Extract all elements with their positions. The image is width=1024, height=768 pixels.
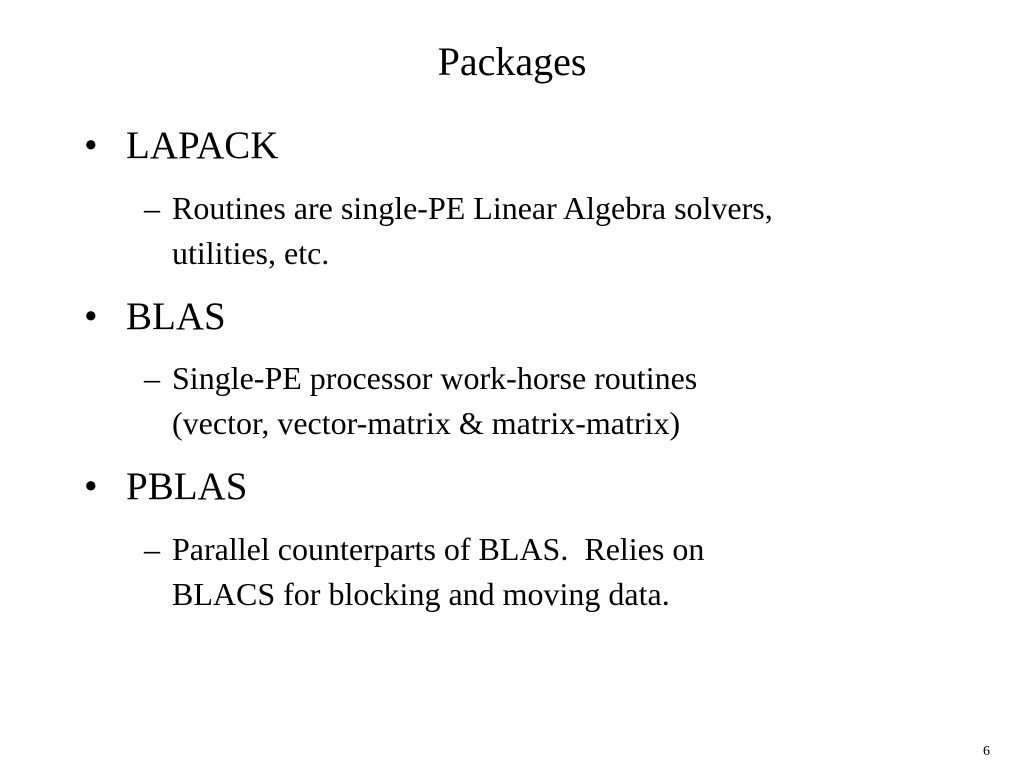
sub-item-line: (vector, vector-matrix & matrix-matrix) <box>172 405 681 441</box>
sub-item-blas <box>144 356 952 446</box>
bullet-icon: • <box>84 124 98 167</box>
dash-icon: – <box>144 531 160 567</box>
bullet-heading: PBLAS <box>126 465 248 508</box>
sub-item-line: BLACS for blocking and moving data. <box>172 576 670 612</box>
bullet-item-blas <box>84 295 226 339</box>
bullet-heading: BLAS <box>126 295 226 338</box>
page-number: 6 <box>983 744 990 759</box>
sub-item-lapack <box>144 186 952 276</box>
sub-item-line: Parallel counterparts of BLAS. Relies on <box>172 531 705 567</box>
slide-title: Packages <box>437 39 587 84</box>
sub-item-line: Single-PE processor work-horse routines <box>172 360 698 396</box>
dash-icon: – <box>144 360 160 396</box>
bullet-item-lapack <box>84 124 278 168</box>
sub-item-pblas <box>144 527 952 617</box>
bullet-item-pblas <box>84 465 247 509</box>
sub-item-line: utilities, etc. <box>172 235 330 271</box>
bullet-heading: LAPACK <box>126 124 279 167</box>
sub-item-line: Routines are single-PE Linear Algebra solvers, <box>172 190 773 226</box>
bullet-icon: • <box>84 465 98 508</box>
bullet-icon: • <box>84 295 98 338</box>
dash-icon: – <box>144 190 160 226</box>
